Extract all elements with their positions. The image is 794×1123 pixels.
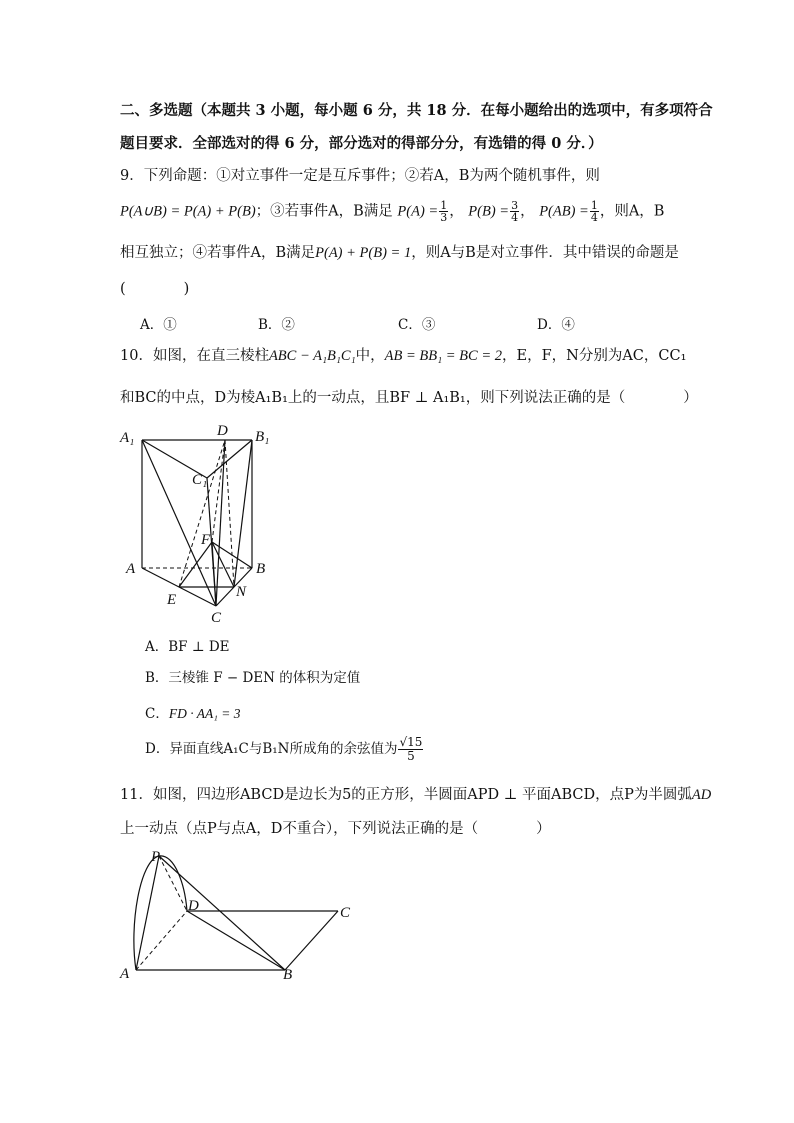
label-c1: C₁ — [192, 472, 208, 488]
q11-line1: 11．如图，四边形ABCD是边长为5的正方形，半圆面APD ⊥ 平面ABCD，点P为半圆弧AD — [120, 787, 712, 803]
q10-prism: ABC − A₁B₁C₁ — [268, 348, 356, 364]
q9-pb: P(B) = — [468, 203, 510, 220]
label-f: F — [201, 532, 211, 548]
q9-line1: 9．下列命题：①对立事件一定是互斥事件；②若A，B为两个随机事件，则 — [120, 168, 600, 184]
q9-pa-frac: $\frac{1}{3}$ — [440, 199, 448, 224]
q9-formula1: P(A∪B) = P(A) + P(B) — [120, 203, 256, 220]
label-c: C — [340, 905, 351, 921]
label-c: C — [211, 610, 222, 626]
q9-pb-frac: $\frac{3}{4}$ — [511, 199, 519, 224]
label-b1: B₁ — [255, 429, 270, 445]
label-b: B — [283, 967, 293, 983]
label-a1: A₁ — [120, 430, 135, 446]
q9-pab: P(AB) = — [539, 203, 589, 220]
label-a: A — [126, 561, 136, 577]
q11-semicircle-figure — [115, 845, 360, 985]
q9-pab-frac: $\frac{1}{4}$ — [590, 199, 598, 224]
q10-option-b: B．三棱锥 F − DEN 的体积为定值 — [145, 670, 361, 686]
q9-option-d: D．④ — [537, 317, 575, 333]
label-a: A — [120, 966, 130, 982]
q9-option-b: B．② — [258, 317, 295, 333]
label-p: P — [151, 849, 161, 865]
q10-prism-figure — [115, 420, 290, 630]
label-d: D — [217, 423, 228, 439]
q10-option-c: C．FD · AA₁ = 3 — [145, 706, 241, 722]
q10-option-c-formula: FD · AA₁ = 3 — [168, 706, 241, 721]
q9-formula2: P(A) + P(B) = 1 — [315, 245, 412, 261]
q10-line2: 和BC的中点，D为棱A₁B₁上的一动点，且BF ⊥ A₁B₁，则下列说法正确的是（ ） — [120, 390, 698, 406]
label-e: E — [167, 592, 177, 608]
q10-option-a: A．BF ⊥ DE — [145, 639, 230, 655]
q10-option-d-frac: $\frac{√15}{5}$ — [399, 735, 423, 763]
q10-eq: AB = BB₁ = BC = 2 — [384, 348, 502, 364]
q9-line2: P(A∪B) = P(A) + P(B)；③若事件A，B满足 P(A) = $\frac{1}{3}$ ， P(B) = $\frac{3}{4}$ ， P(AB) = $\frac{1}{4}$ ，则A，B — [120, 199, 665, 224]
q10-line1: 10．如图，在直三棱柱ABC − A₁B₁C₁中，AB = BB₁ = BC = 2，E，F，N分别为AC，CC₁ — [120, 348, 687, 364]
q9-option-c: C．③ — [398, 317, 436, 333]
q11-arc: AD — [691, 787, 712, 803]
q9-option-a: A．① — [140, 317, 177, 333]
q10-option-d: D．异面直线A₁C与B₁N所成角的余弦值为 $\frac{√15}{5}$ — [145, 735, 423, 763]
q9-bracket: ( ) — [120, 281, 190, 297]
section-heading-line1: 二、多选题（本题共 3 小题，每小题 6 分，共 18 分．在每小题给出的选项中，有多项符合 — [120, 102, 713, 119]
q9-text1: ；③若事件A，B满足 — [255, 203, 393, 220]
q9-line3: 相互独立；④若事件A，B满足P(A) + P(B) = 1，则A与B是对立事件．其中错误的命题是 — [120, 245, 679, 261]
section-heading-line2: 题目要求．全部选对的得 6 分，部分选对的得部分分，有选错的得 0 分．） — [120, 135, 603, 152]
label-b: B — [256, 561, 266, 577]
q9-pa: P(A) = — [397, 203, 439, 220]
q11-line2: 上一动点（点P与点A，D不重合），下列说法正确的是（ ） — [120, 821, 551, 837]
q9-text2: ，则A，B — [599, 203, 665, 220]
label-n: N — [236, 584, 247, 600]
label-d: D — [188, 898, 199, 914]
